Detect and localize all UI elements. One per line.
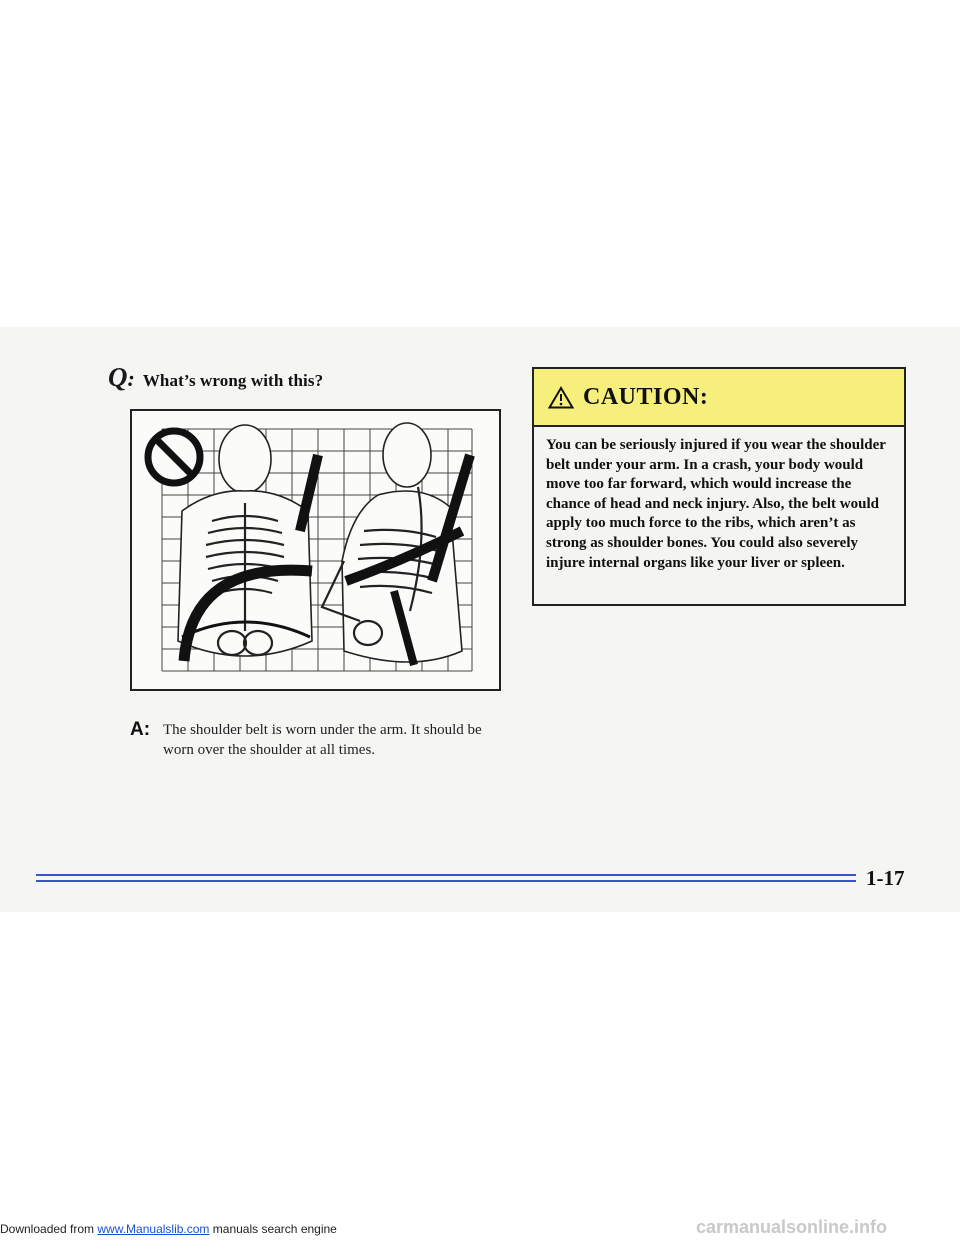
caution-header: [534, 369, 904, 427]
answer-letter: A:: [130, 719, 151, 740]
footer-suffix: manuals search engine: [209, 1222, 337, 1236]
download-footer: [0, 1222, 337, 1236]
seatbelt-illustration: [130, 409, 501, 691]
manualslib-link[interactable]: www.Manualslib.com: [97, 1222, 210, 1236]
warning-triangle-icon: [548, 386, 574, 409]
question: [108, 362, 323, 392]
question-colon: :: [127, 366, 135, 391]
question-letter: Q: [108, 362, 128, 392]
caution-box: [532, 367, 906, 606]
divider-rule-top: [36, 874, 856, 876]
skeleton-belt-drawing: [132, 411, 499, 689]
footer-prefix: Downloaded from: [0, 1222, 98, 1236]
watermark: carmanualsonline.info: [696, 1217, 888, 1237]
answer: [130, 720, 510, 760]
page-number: 1-17: [866, 866, 905, 890]
question-text: What’s wrong with this?: [142, 371, 324, 390]
caution-title: CAUTION:: [583, 383, 709, 410]
answer-text: The shoulder belt is worn under the arm. It should be worn over the shoulder at all times.: [163, 722, 482, 758]
divider-rule-bottom: [36, 880, 856, 882]
caution-text: You can be seriously injured if you wear the shoulder belt under your arm. In a crash, your body would move too far forward, which would increase the chance of head and neck injury. Also, the belt would apply too much force to the ribs, which aren’t as strong as shoulder bones. You could also severely injure internal organs like your liver or spleen.: [546, 437, 886, 571]
